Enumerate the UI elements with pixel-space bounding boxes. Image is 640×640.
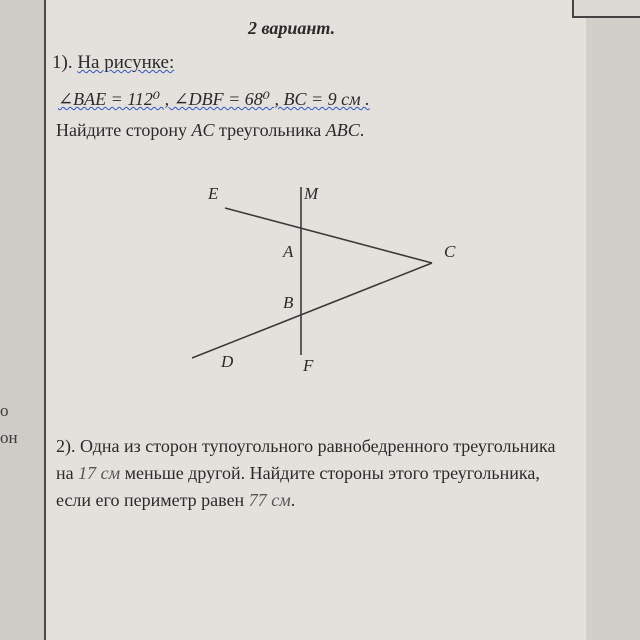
problem1-question <box>56 120 364 141</box>
question-triangle: ABC <box>325 120 360 140</box>
variant-title: 2 вариант. <box>248 18 336 38</box>
problem1-heading <box>52 52 174 74</box>
line-EC <box>225 208 432 263</box>
point-label-B: B <box>283 293 294 312</box>
point-label-M: M <box>304 184 319 203</box>
geometry-figure <box>180 175 470 385</box>
table-corner-cell <box>572 0 640 18</box>
previous-page-fragment: он <box>0 428 18 447</box>
previous-page-edge <box>0 0 44 640</box>
problem1-lead: На рисунке: <box>77 52 175 73</box>
point-label-E: E <box>208 184 219 203</box>
problem2-text-3: . <box>290 490 296 510</box>
point-label-A: A <box>283 242 294 261</box>
next-page-edge <box>586 0 640 640</box>
problem2-value-1: 17 см <box>78 463 121 483</box>
point-label-C: C <box>444 242 456 261</box>
problem2-text-2: меньше другой. Найдите стороны этого треугольника, если его периметр равен <box>56 463 540 510</box>
point-label-D: D <box>221 352 234 371</box>
line-DC <box>192 263 432 358</box>
problem1-given: ∠BAE = 112⁰ , ∠DBF = 68⁰ , BC = 9 см . <box>58 89 370 109</box>
previous-page-fragment: о <box>0 401 9 420</box>
problem2-text <box>56 433 556 514</box>
point-label-F: F <box>303 356 314 375</box>
question-suffix: . <box>359 120 365 140</box>
question-middle: треугольника <box>214 120 326 140</box>
problem2-text-1: Одна из сторон тупоугольного равнобедренного треугольника на <box>56 436 556 483</box>
problem1-number: 1). <box>52 52 73 73</box>
question-side: AC <box>191 120 215 140</box>
question-prefix: Найдите сторону <box>56 120 192 140</box>
problem2-value-2: 77 см <box>248 490 291 510</box>
problem2-number: 2). <box>56 436 76 456</box>
